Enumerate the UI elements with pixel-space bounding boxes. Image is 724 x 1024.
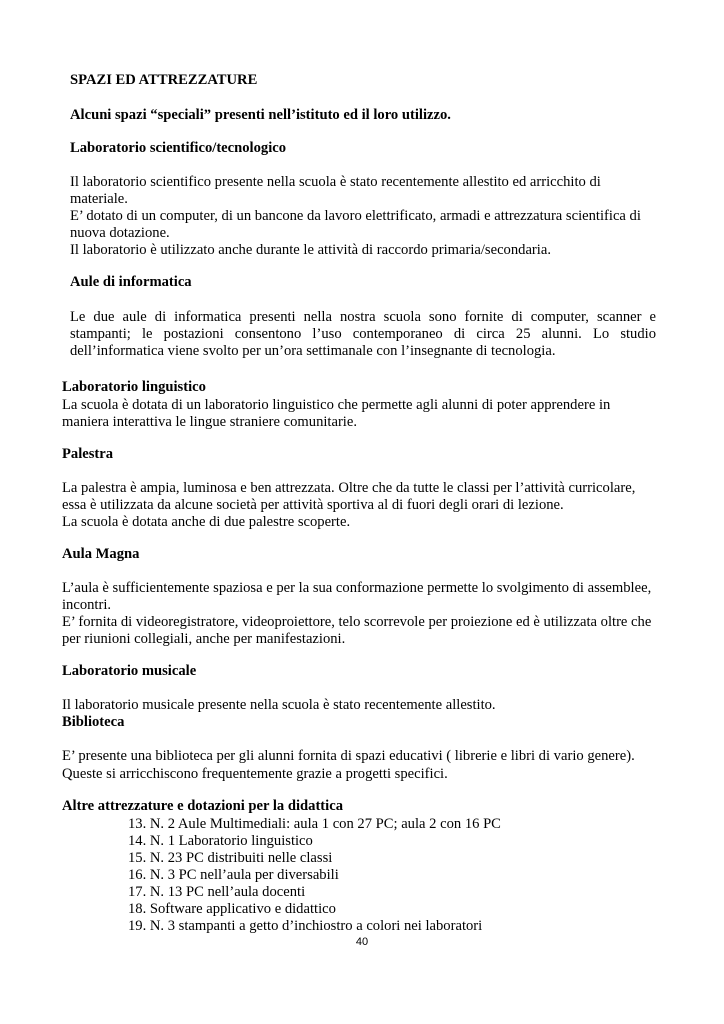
paragraph-line: materiale. [70, 191, 128, 207]
paragraph-line: Il laboratorio scientifico presente nella scuola è stato recentemente allestito ed arricchito di [70, 174, 601, 190]
paragraph-line: essa è utilizzata da alcune società per attività sportiva al di fuori degli orari di lezione. [62, 497, 564, 513]
section-title: SPAZI ED ATTREZZATURE [70, 72, 258, 88]
altre-attrezzature-heading: Altre attrezzature e dotazioni per la didattica [62, 798, 344, 814]
list-item: 14. N. 1 Laboratorio linguistico [128, 833, 313, 849]
paragraph-line: per riunioni collegiali, anche per manifestazioni. [62, 631, 346, 647]
aula-magna-heading: Aula Magna [62, 546, 140, 562]
paragraph-line: E’ presente una biblioteca per gli alunni fornita di spazi educativi ( librerie e libri di vario genere). [62, 748, 635, 764]
paragraph-line: Il laboratorio è utilizzato anche durante le attività di raccordo primaria/secondaria. [70, 242, 551, 258]
lab-scientifico-heading: Laboratorio scientifico/tecnologico [70, 140, 287, 156]
paragraph-line: Il laboratorio musicale presente nella scuola è stato recentemente allestito. [62, 697, 496, 713]
lab-linguistico-heading: Laboratorio linguistico [62, 379, 206, 395]
list-item: 13. N. 2 Aule Multimediali: aula 1 con 27 PC; aula 2 con 16 PC [128, 816, 501, 832]
list-item: 17. N. 13 PC nell’aula docenti [128, 884, 306, 900]
paragraph-line: La palestra è ampia, luminosa e ben attrezzata. Oltre che da tutte le classi per l’attività curricolare, [62, 480, 636, 496]
list-item: 16. N. 3 PC nell’aula per diversabili [128, 867, 339, 883]
aule-informatica-heading: Aule di informatica [70, 274, 192, 290]
palestra-heading: Palestra [62, 446, 114, 462]
list-item: 18. Software applicativo e didattico [128, 901, 336, 917]
biblioteca-heading: Biblioteca [62, 714, 125, 730]
paragraph-line: E’ fornita di videoregistratore, videoproiettore, telo scorrevole per proiezione ed è utilizzata oltre che [62, 614, 652, 630]
paragraph-line: nuova dotazione. [70, 225, 170, 241]
paragraph-line: maniera interattiva le lingue straniere comunitarie. [62, 414, 357, 430]
intro-heading: Alcuni spazi “speciali” presenti nell’istituto ed il loro utilizzo. [70, 107, 451, 123]
lab-musicale-heading: Laboratorio musicale [62, 663, 197, 679]
paragraph-line: stampanti; le postazioni consentono l’uso contemporaneo di circa 25 alunni. Lo studio [70, 326, 656, 342]
paragraph-line: Queste si arricchiscono frequentemente grazie a progetti specifici. [62, 766, 448, 782]
paragraph-line: La scuola è dotata di un laboratorio linguistico che permette agli alunni di poter apprendere in [62, 397, 611, 413]
list-item: 15. N. 23 PC distribuiti nelle classi [128, 850, 333, 866]
page-number: 40 [355, 936, 369, 948]
paragraph-line: dell’informatica viene svolto per un’ora settimanale con l’insegnante di tecnologia. [70, 343, 556, 359]
paragraph-line: Le due aule di informatica presenti nella nostra scuola sono fornite di computer, scanner e [70, 309, 656, 325]
paragraph-line: E’ dotato di un computer, di un bancone da lavoro elettrificato, armadi e attrezzatura scientifica di [70, 208, 641, 224]
list-item: 19. N. 3 stampanti a getto d’inchiostro a colori nei laboratori [128, 918, 483, 934]
paragraph-line: La scuola è dotata anche di due palestre scoperte. [62, 514, 351, 530]
paragraph-line: incontri. [62, 597, 112, 613]
paragraph-line: L’aula è sufficientemente spaziosa e per la sua conformazione permette lo svolgimento di assemblee, [62, 580, 652, 596]
